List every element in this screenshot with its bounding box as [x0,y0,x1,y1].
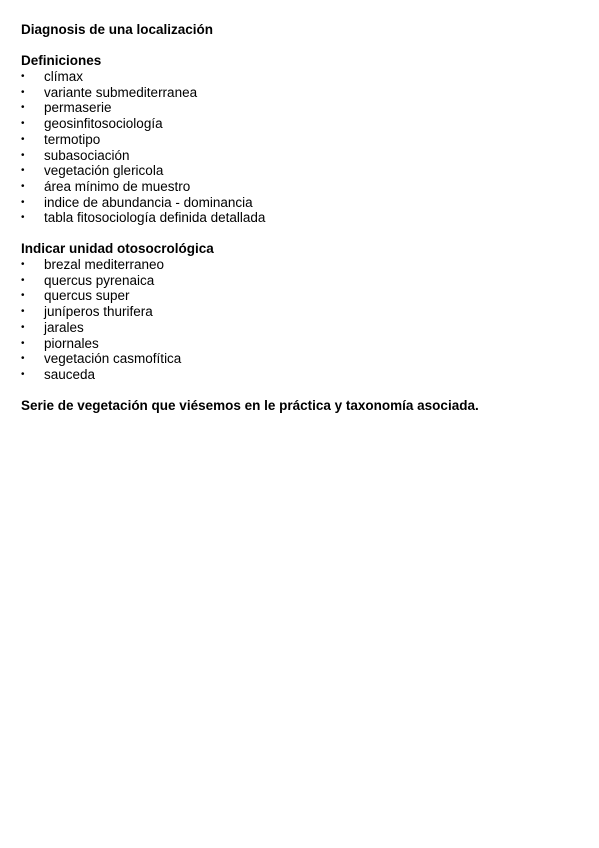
bullet-icon: • [21,118,25,130]
document-page [21,22,581,414]
list-item-text: permaserie [44,100,112,116]
document-title: Diagnosis de una localización [21,22,214,37]
list-item-text: brezal mediterraneo [44,257,165,273]
bullet-icon: • [21,290,25,302]
list-item-text: tabla fitosociología definida detallada [44,210,266,226]
list-item [21,210,581,226]
list-item [21,195,581,211]
bullet-icon: • [21,165,25,177]
bullet-icon: • [21,196,25,208]
list-item-text: vegetación glericola [44,163,164,179]
list-item-text: termotipo [44,131,101,147]
list-item-text: área mínimo de muestro [44,178,191,194]
closing-statement: Serie de vegetación que viésemos en le práctica y taxonomía asociada. [21,397,479,413]
list-item [21,320,581,336]
list-item-text: geosinfitosociología [44,116,163,132]
list-item [21,148,581,164]
list-item [21,304,581,320]
list-item [21,336,581,352]
section-heading-definiciones: Definiciones [21,53,102,68]
list-item [21,179,581,195]
bullet-icon: • [21,133,25,145]
list-item-text: variante submediterranea [44,84,198,100]
list-item [21,367,581,383]
bullet-icon: • [21,321,25,333]
bullet-icon: • [21,212,25,224]
bullet-icon: • [21,102,25,114]
list-item [21,100,581,116]
bullet-icon: • [21,274,25,286]
bullet-icon: • [21,180,25,192]
list-item [21,288,581,304]
list-item-text: jarales [44,319,84,335]
list-item [21,351,581,367]
list-item-text: subasociación [44,147,130,163]
definiciones-list [21,69,581,226]
bullet-icon: • [21,71,25,82]
bullet-icon: • [21,306,25,318]
bullet-icon: • [21,368,25,380]
list-item-text: clímax [44,69,84,84]
list-item [21,85,581,101]
list-item-text: quercus pyrenaica [44,272,155,288]
list-item-text: vegetación casmofítica [44,351,182,367]
bullet-icon: • [21,149,25,161]
list-item [21,273,581,289]
bullet-icon: • [21,337,25,349]
list-item [21,69,581,85]
bullet-icon: • [21,86,25,98]
list-item-text: piornales [44,335,99,351]
bullet-icon: • [21,353,25,365]
list-item [21,257,581,273]
list-item-text: quercus super [44,288,130,304]
list-item-text: indice de abundancia - dominancia [44,194,253,210]
list-item-text: sauceda [44,366,96,382]
unidad-list [21,257,581,383]
list-item-text: juníperos thurifera [44,304,153,320]
list-item [21,163,581,179]
section-heading-unidad: Indicar unidad otosocrológica [21,241,214,257]
list-item [21,116,581,132]
bullet-icon: • [21,259,25,271]
list-item [21,132,581,148]
